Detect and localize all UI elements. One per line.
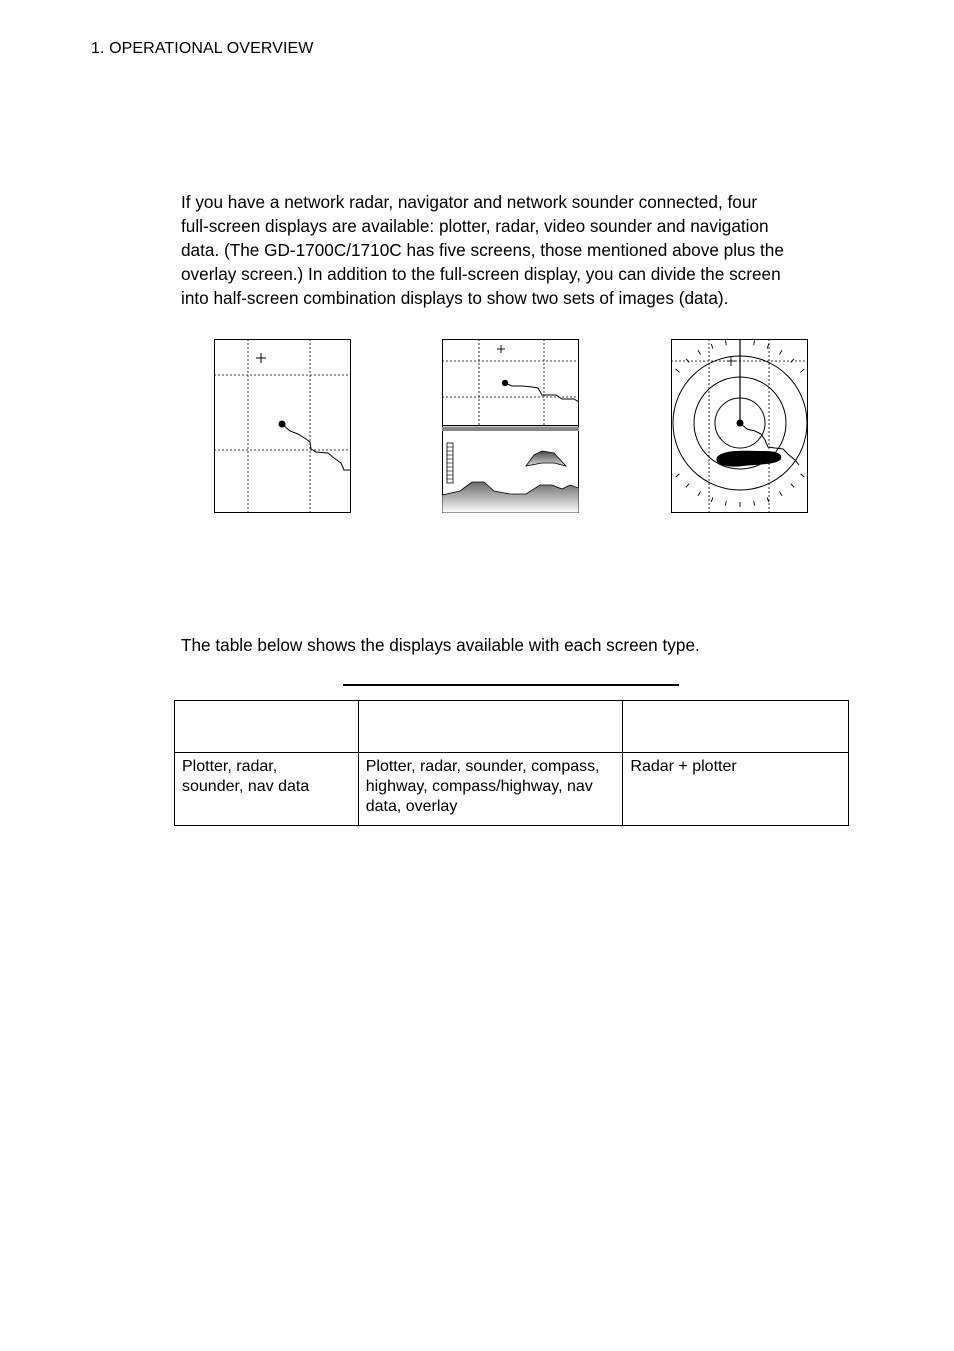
screen-types-table	[174, 700, 849, 826]
table-row	[175, 753, 849, 826]
section-header: 1. OPERATIONAL OVERVIEW	[91, 40, 314, 57]
cell-line: Plotter, radar, sounder, compass,	[365, 758, 600, 775]
radar-plotter-screen-icon	[671, 339, 808, 513]
header-cell-full-screen	[175, 701, 359, 753]
cell-line: Plotter, radar,	[182, 758, 278, 775]
header-cell-half-screen	[358, 701, 623, 753]
intro-paragraph	[181, 190, 841, 310]
table-title-underline	[343, 684, 679, 686]
table-cell	[358, 753, 623, 826]
plotter-sounder-screen-icon	[442, 339, 579, 513]
radar-plotter-display-figure	[671, 339, 808, 513]
intro-line: data. (The GD-1700C/1710C has five screens, those mentioned above plus the	[181, 240, 784, 260]
header-cell-overlay	[623, 701, 849, 753]
table-intro: The table below shows the displays available with each screen type.	[181, 635, 700, 655]
table-header-row	[175, 701, 849, 753]
cell-line: data, overlay	[365, 798, 458, 815]
intro-line: If you have a network radar, navigator and network sounder connected, four	[181, 192, 758, 212]
cell-line: sounder, nav data	[182, 778, 310, 795]
plotter-sounder-display-figure	[442, 339, 579, 513]
intro-line: full-screen displays are available: plotter, radar, video sounder and navigation	[181, 216, 769, 236]
intro-line: overlay screen.) In addition to the full-screen display, you can divide the screen	[181, 264, 781, 284]
cell-line: highway, compass/highway, nav	[365, 778, 593, 795]
table-cell	[623, 753, 849, 826]
plotter-display-figure	[214, 339, 351, 513]
table-cell	[175, 753, 359, 826]
intro-line: into half-screen combination displays to show two sets of images (data).	[181, 288, 729, 308]
plotter-screen-icon	[214, 339, 351, 513]
cell-line: Radar + plotter	[630, 758, 737, 775]
